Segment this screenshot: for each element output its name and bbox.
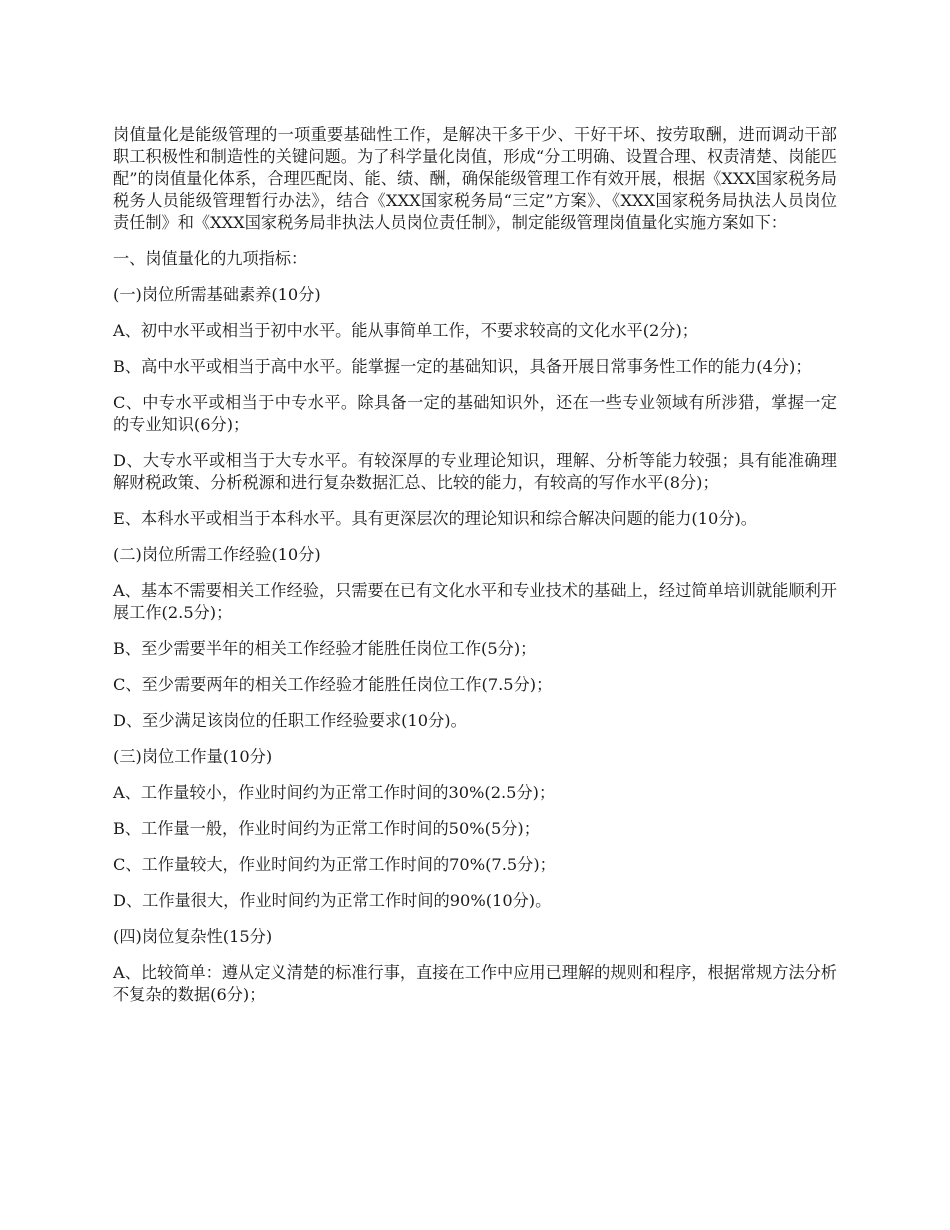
list-item: A、基本不需要相关工作经验，只需要在已有文化水平和专业技术的基础上，经过简单培训就能顺利开展工作(2.5分)；: [113, 581, 837, 622]
list-item: A、初中水平或相当于初中水平。能从事简单工作，不要求较高的文化水平(2分)；: [113, 321, 698, 340]
subsection-heading-3: (三)岗位工作量(10分): [113, 747, 273, 766]
document-page: [113, 124, 837, 1020]
subsection-heading-1: (一)岗位所需基础素养(10分): [113, 285, 321, 304]
list-item: E、本科水平或相当于本科水平。具有更深层次的理论知识和综合解决问题的能力(10分)。: [113, 509, 757, 528]
list-item: D、工作量很大，作业时间约为正常工作时间的90%(10分)。: [113, 891, 552, 910]
list-item: A、工作量较小，作业时间约为正常工作时间的30%(2.5分)；: [113, 783, 556, 802]
list-item: C、中专水平或相当于中专水平。除具备一定的基础知识外，还在一些专业领域有所涉猎，掌握一定的专业知识(6分)；: [113, 393, 837, 434]
list-item: D、至少满足该岗位的任职工作经验要求(10分)。: [113, 711, 467, 730]
subsection-heading-2: (二)岗位所需工作经验(10分): [113, 545, 321, 564]
subsection-heading-4: (四)岗位复杂性(15分): [113, 927, 273, 946]
list-item: A、比较简单：遵从定义清楚的标准行事，直接在工作中应用已理解的规则和程序，根据常规方法分析不复杂的数据(6分)；: [113, 963, 837, 1004]
list-item: D、大专水平或相当于大专水平。有较深厚的专业理论知识，理解、分析等能力较强；具有能准确理解财税政策、分析税源和进行复杂数据汇总、比较的能力，有较高的写作水平(8分)；: [113, 451, 837, 492]
list-item: B、工作量一般，作业时间约为正常工作时间的50%(5分)；: [113, 819, 540, 838]
list-item: B、至少需要半年的相关工作经验才能胜任岗位工作(5分)；: [113, 639, 537, 658]
list-item: C、至少需要两年的相关工作经验才能胜任岗位工作(7.5分)；: [113, 675, 553, 694]
intro-paragraph: 岗值量化是能级管理的一项重要基础性工作，是解决干多干少、干好干坏、按劳取酬，进而调动干部职工积极性和制造性的关键问题。为了科学量化岗值，形成“分工明确、设置合理、权责清楚、岗能匹配”的岗值量化体系，合理匹配岗、能、绩、酬，确保能级管理工作有效开展，根据《XXX国家税务局税务人员能级管理暂行办法》，结合《XXX国家税务局“三定”方案》、《XXX国家税务局执法人员岗位责任制》和《XXX国家税务局非执法人员岗位责任制》，制定能级管理岗值量化实施方案如下：: [113, 125, 837, 232]
section-heading: 一、岗值量化的九项指标：: [113, 249, 308, 268]
list-item: B、高中水平或相当于高中水平。能掌握一定的基础知识，具备开展日常事务性工作的能力(4分)；: [113, 357, 812, 376]
list-item: C、工作量较大，作业时间约为正常工作时间的70%(7.5分)；: [113, 855, 556, 874]
